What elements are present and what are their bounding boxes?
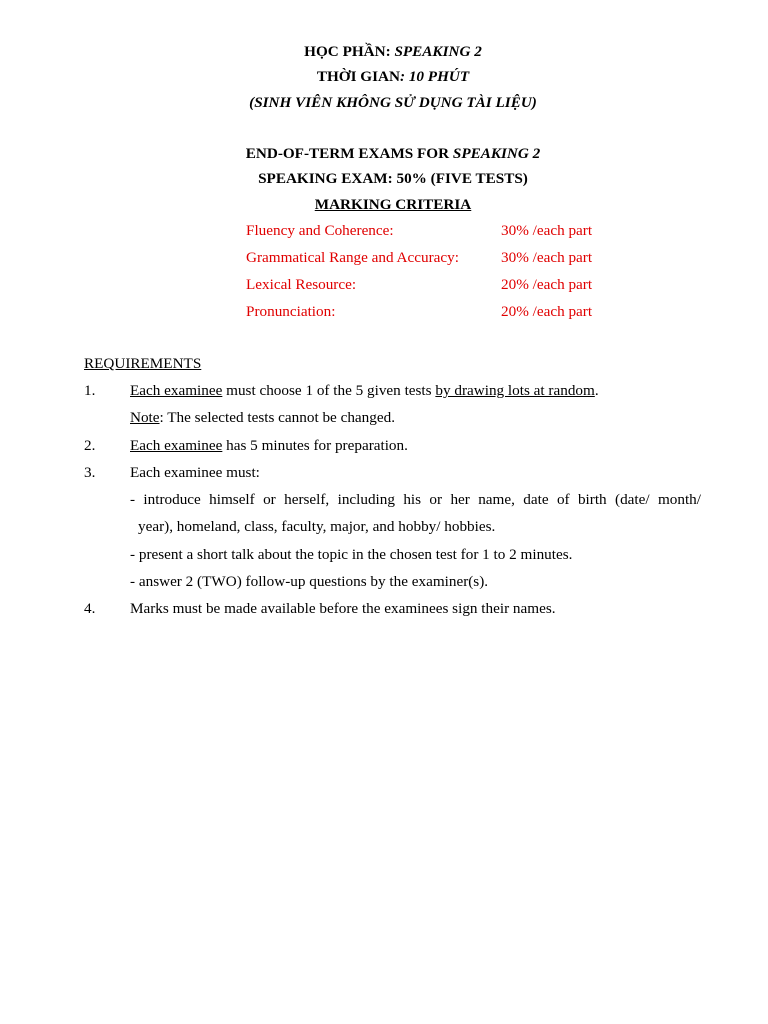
criteria-label: Pronunciation:	[246, 303, 336, 320]
criteria-value: 30% /each part	[501, 222, 593, 239]
course-name: SPEAKING 2	[394, 43, 482, 60]
time-value: : 10 PHÚT	[399, 68, 470, 85]
requirement-item-3-sub-2: - present a short talk about the topic in the chosen test for 1 to 2 minutes.	[130, 546, 573, 563]
requirement-item-3-sub-1: - introduce himself or herself, including his or her name, date of birth (date/ month/	[130, 491, 701, 508]
item-text: Each examinee must:	[130, 464, 260, 481]
criteria-value: 20% /each part	[501, 303, 593, 320]
exam-title-prefix: END-OF-TERM EXAMS FOR	[245, 145, 453, 162]
time-line	[0, 68, 768, 86]
time-label: THỜI GIAN	[316, 68, 400, 85]
criteria-label: Lexical Resource:	[246, 276, 357, 293]
course-line	[0, 43, 768, 61]
exam-subtitle: SPEAKING EXAM: 50% (FIVE TESTS)	[258, 170, 528, 187]
requirements-heading: REQUIREMENTS	[84, 355, 202, 372]
item-number: 4.	[84, 600, 96, 617]
marking-criteria-heading: MARKING CRITERIA	[314, 196, 472, 213]
item-number: 3.	[84, 464, 96, 481]
criteria-label: Fluency and Coherence:	[246, 222, 394, 239]
criteria-label: Grammatical Range and Accuracy:	[246, 249, 459, 266]
note-text: : The selected tests cannot be changed.	[159, 409, 395, 426]
criteria-value: 30% /each part	[501, 249, 593, 266]
exam-title	[0, 145, 768, 163]
item-text: Marks must be made available before the examinees sign their names.	[130, 600, 556, 617]
note-label: Note	[130, 409, 160, 426]
requirement-note	[130, 409, 395, 427]
requirement-item-3-sub-3: - answer 2 (TWO) follow-up questions by the examiner(s).	[130, 573, 489, 590]
exam-title-subject: SPEAKING 2	[452, 145, 541, 162]
criteria-value: 20% /each part	[501, 276, 593, 293]
item-text: Each examinee has 5 minutes for preparation.	[130, 437, 408, 454]
item-number: 2.	[84, 437, 96, 454]
item-number: 1.	[84, 382, 96, 399]
no-materials-note: (SINH VIÊN KHÔNG SỬ DỤNG TÀI LIỆU)	[249, 94, 537, 111]
course-label: HỌC PHẦN:	[304, 43, 395, 60]
requirement-item-3-sub-1-cont: year), homeland, class, faculty, major, and hobby/ hobbies.	[138, 518, 496, 535]
item-text: Each examinee must choose 1 of the 5 given tests by drawing lots at random.	[130, 382, 599, 399]
